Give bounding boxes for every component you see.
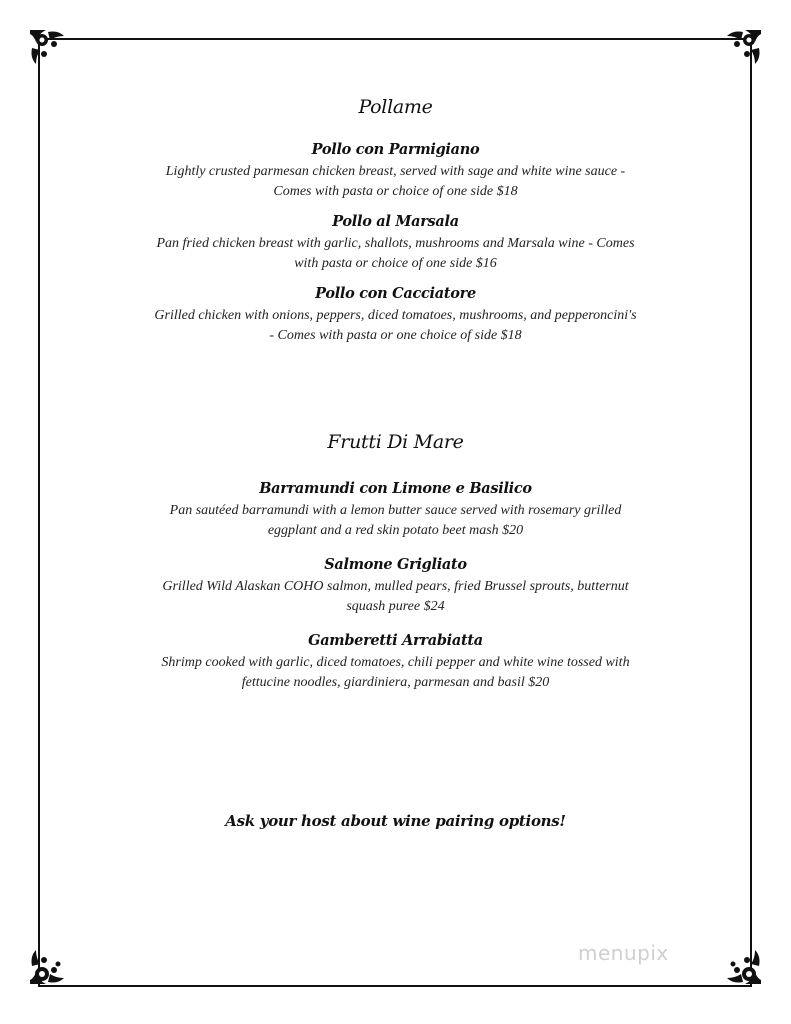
- description-line: eggplant and a red skin potato beet mash $20: [267, 522, 524, 538]
- menu-item-name: Pollo con Parmigiano: [311, 141, 480, 158]
- description-line: Grilled chicken with onions, peppers, diced tomatoes, mushrooms, and pepperoncini's: [154, 308, 637, 323]
- menu-item-description: [130, 306, 661, 345]
- menu-item: [130, 140, 661, 201]
- menu-item-name: Salmone Grigliato: [324, 556, 467, 573]
- description-line: Shrimp cooked with garlic, diced tomatoes, chili pepper and white wine tossed with: [161, 655, 630, 670]
- description-line: with pasta or choice of one side $16: [294, 255, 497, 271]
- menu-item-description: [130, 501, 661, 540]
- menu-item: [130, 212, 661, 273]
- description-line: Pan sautéed barramundi with a lemon butter sauce served with rosemary grilled: [169, 503, 622, 518]
- menu-item-name: Pollo al Marsala: [332, 213, 459, 230]
- description-line: Pan fried chicken breast with garlic, shallots, mushrooms and Marsala wine - Comes: [156, 236, 635, 251]
- menu-item-description: [130, 234, 661, 273]
- menu-item-description: [130, 653, 661, 692]
- floral-corner-ornament-icon: [28, 942, 72, 986]
- menu-item-name: Pollo con Cacciatore: [315, 285, 476, 302]
- menu-item: [130, 631, 661, 692]
- floral-corner-ornament-icon: [719, 28, 763, 72]
- watermark-logo: menupix: [578, 941, 669, 965]
- menu-item-description: [130, 162, 661, 201]
- menu-item-name: Barramundi con Limone e Basilico: [259, 480, 532, 497]
- section-title-pollame: Pollame: [358, 96, 433, 118]
- menu-item: [130, 479, 661, 540]
- description-line: - Comes with pasta or one choice of side $18: [269, 327, 522, 343]
- menu-item-name: Gamberetti Arrabiatta: [308, 632, 483, 649]
- menu-item: [130, 284, 661, 345]
- description-line: fettucine noodles, giardiniera, parmesan and basil $20: [241, 674, 550, 690]
- description-line: Lightly crusted parmesan chicken breast, served with sage and white wine sauce -: [165, 164, 626, 179]
- menu-item-description: [130, 577, 661, 616]
- description-line: Grilled Wild Alaskan COHO salmon, mulled pears, fried Brussel sprouts, butternut: [162, 579, 629, 594]
- floral-corner-ornament-icon: [28, 28, 72, 72]
- section-title-frutti-di-mare: Frutti Di Mare: [327, 431, 464, 453]
- floral-corner-ornament-icon: [719, 942, 763, 986]
- menu-item: [130, 555, 661, 616]
- description-line: Comes with pasta or choice of one side $18: [273, 183, 518, 199]
- wine-pairing-note: Ask your host about wine pairing options!: [225, 812, 566, 830]
- description-line: squash puree $24: [346, 598, 445, 614]
